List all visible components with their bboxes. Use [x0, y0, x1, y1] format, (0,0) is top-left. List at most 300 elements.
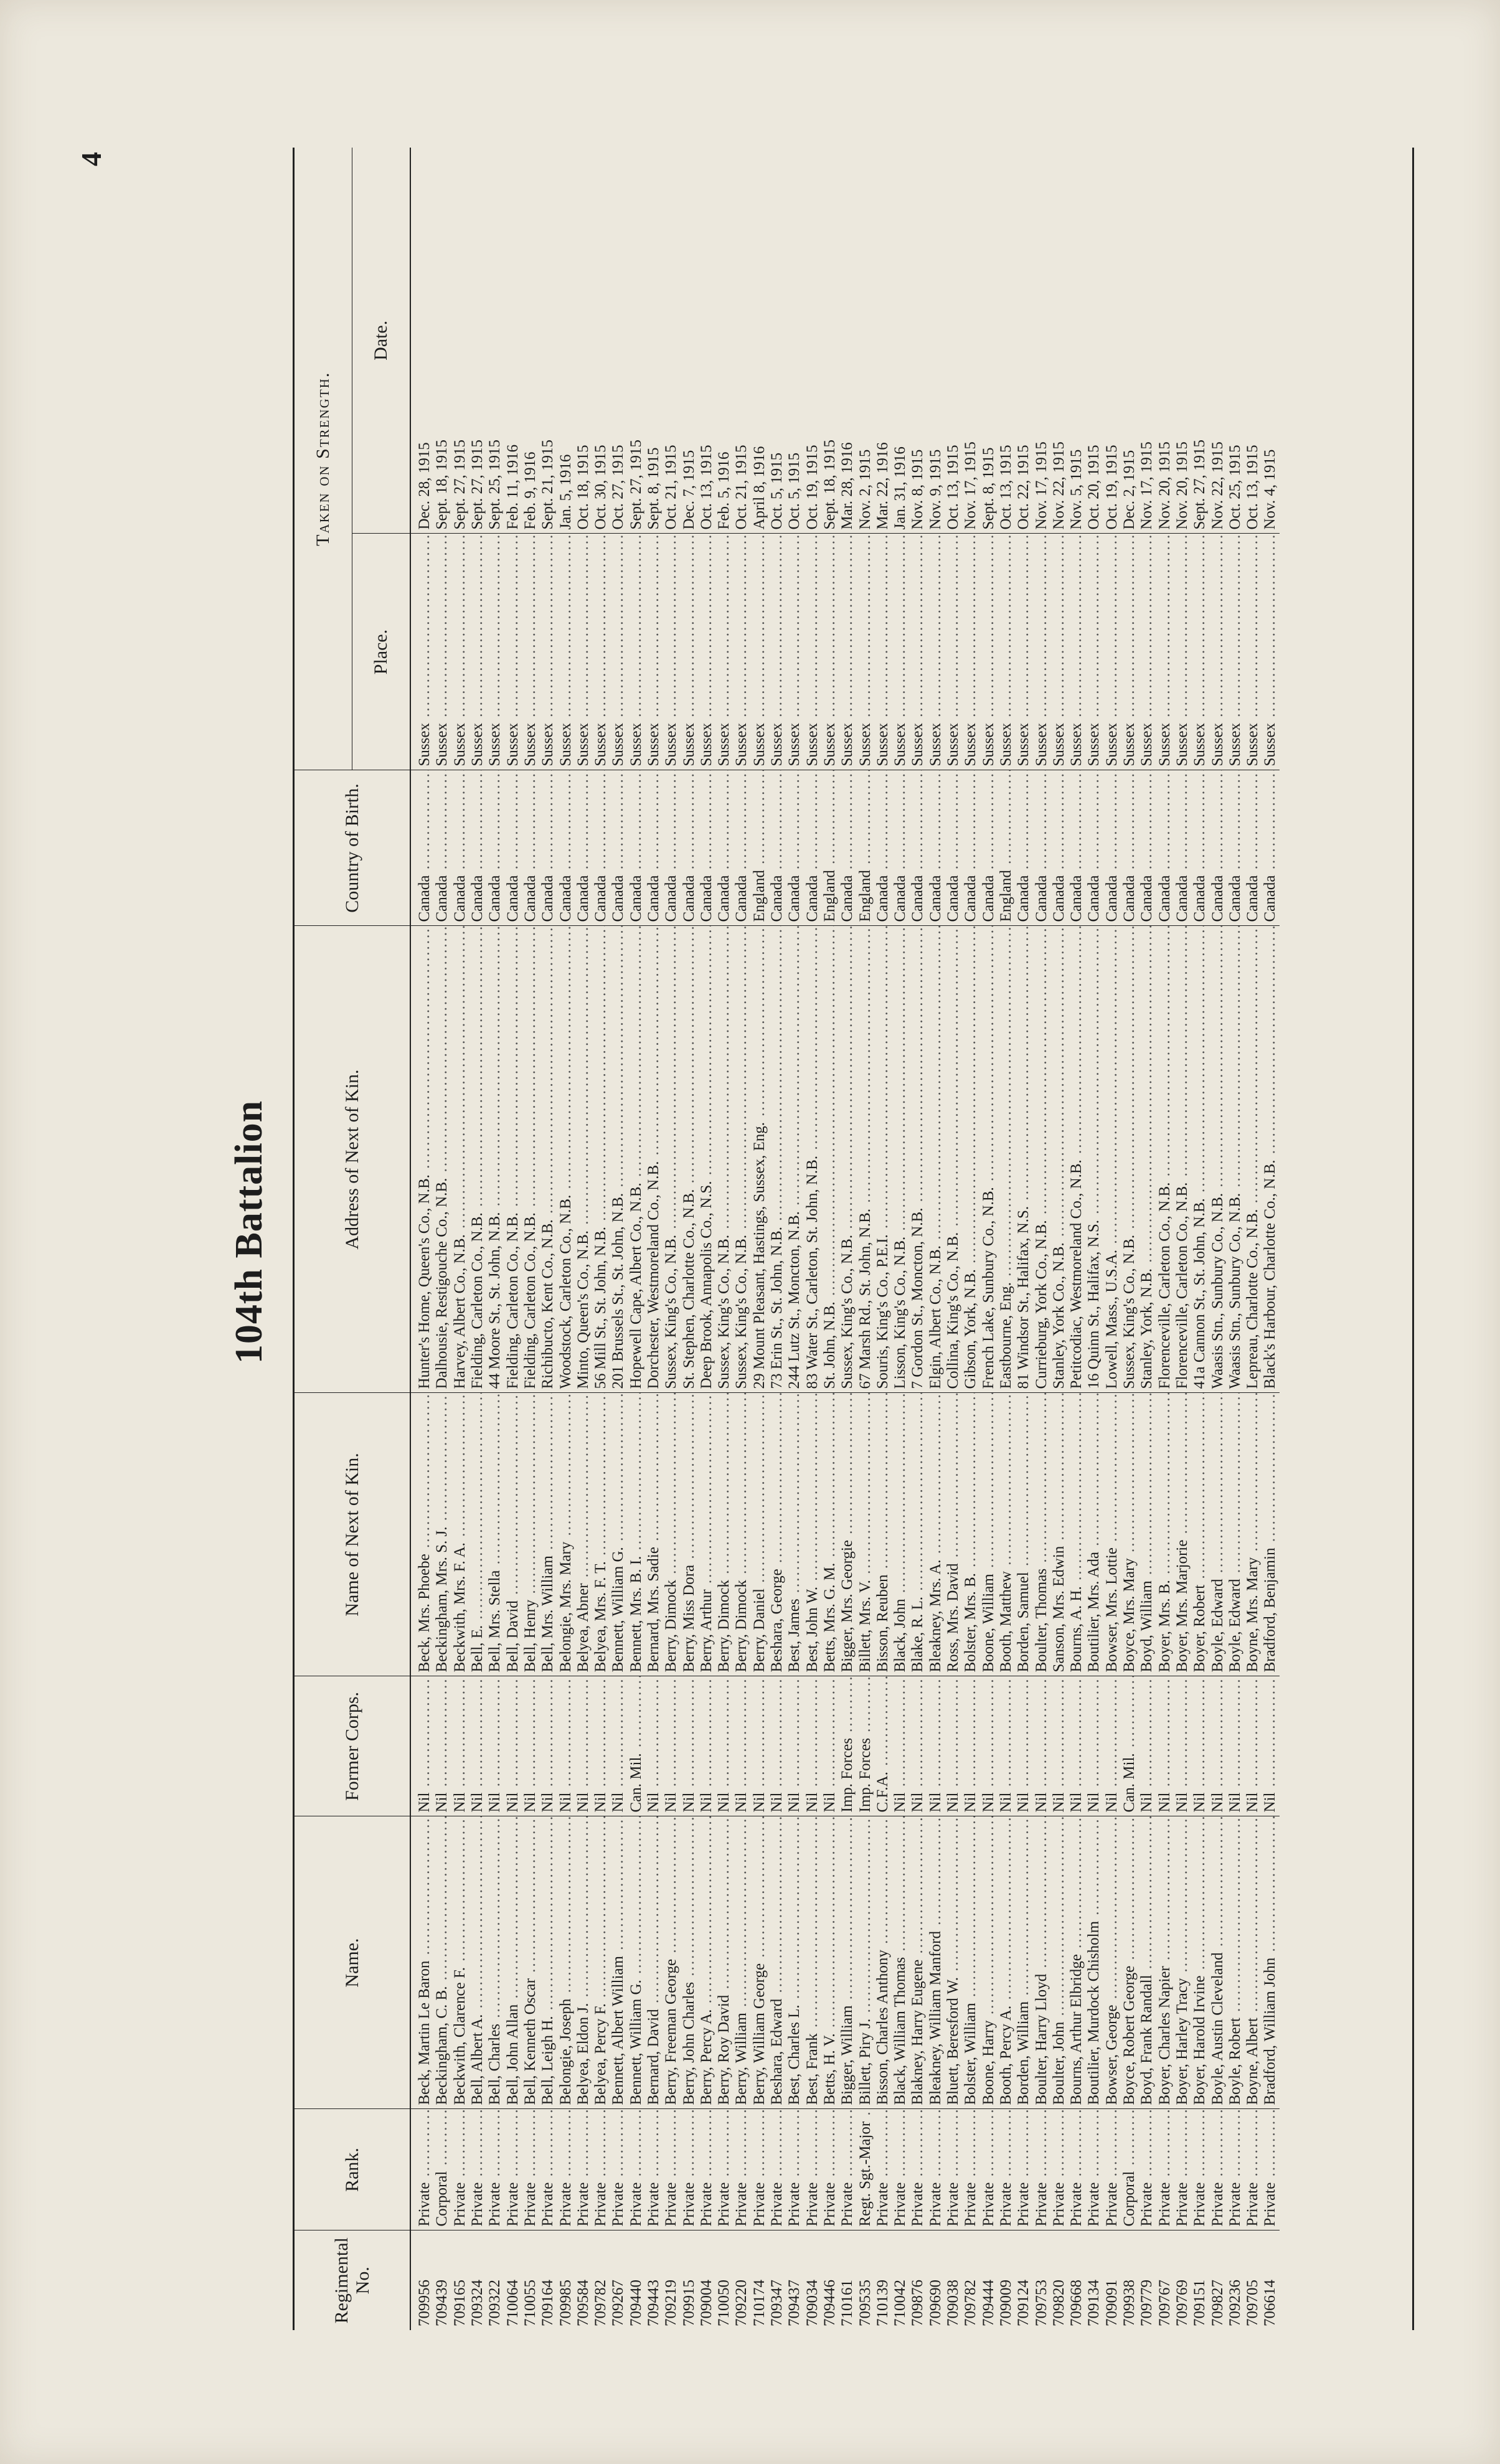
cell-place: Sussex .....: [751, 534, 768, 770]
cell-kin-name: Blake, R. L. .....: [909, 1393, 927, 1676]
cell-date: Nov. 22, 1915: [1209, 441, 1226, 530]
cell-name: Boyer, Harley Tracy .....: [1174, 1816, 1191, 2109]
cell-country: Canada .....: [1015, 770, 1032, 926]
cell-regimental-no: 709769: [1174, 2230, 1191, 2330]
cell-country: Canada .....: [1209, 770, 1226, 926]
cell-regimental-no: 709876: [909, 2230, 927, 2330]
cell-date: Mar. 28, 1916: [839, 442, 856, 530]
cell-place: Sussex .....: [892, 534, 909, 770]
cell-rank: Private .....: [909, 2109, 927, 2230]
cell-rank: Private .....: [1209, 2109, 1226, 2230]
cell-regimental-no: 709915: [680, 2230, 697, 2330]
cell-place: Sussex .....: [1050, 534, 1068, 770]
cell-place: Sussex .....: [1227, 534, 1244, 770]
cell-name: Bolster, William .....: [962, 1816, 979, 2109]
table-row: [821, 148, 839, 2330]
cell-place: Sussex .....: [856, 534, 874, 770]
cell-kin-name: Boyle, Edward .....: [1209, 1393, 1226, 1676]
cell-rank: Corporal .....: [433, 2109, 451, 2230]
cell-place: Sussex .....: [698, 534, 715, 770]
cell-rank: Private .....: [1244, 2109, 1262, 2230]
header-place: Place.: [352, 534, 411, 770]
cell-kin-name: Boutilier, Mrs. Ada .....: [1085, 1393, 1103, 1676]
cell-kin-name: Berry, Dimock .....: [715, 1393, 733, 1676]
cell-place: Sussex .....: [874, 534, 892, 770]
cell-regimental-no: 706614: [1262, 2230, 1279, 2330]
cell-former-corps: Nil .....: [557, 1676, 574, 1816]
cell-name: Boutilier, Murdock Chisholm .....: [1085, 1816, 1103, 2109]
cell-place: Sussex .....: [433, 534, 451, 770]
cell-kin-address: Harvey, Albert Co., N.B. .....: [451, 926, 469, 1393]
cell-rank: Private .....: [1227, 2109, 1244, 2230]
cell-name: Boyce, Robert George .....: [1121, 1816, 1138, 2109]
cell-place: Sussex .....: [504, 534, 521, 770]
cell-date: Nov. 17, 1915: [1032, 441, 1050, 530]
cell-kin-name: Bisson, Reuben .....: [874, 1393, 892, 1676]
cell-date: Nov. 20, 1915: [1156, 441, 1173, 530]
cell-regimental-no: 709091: [1103, 2230, 1121, 2330]
cell-regimental-no: 709779: [1138, 2230, 1156, 2330]
cell-regimental-no: 709584: [575, 2230, 592, 2330]
cell-place: Sussex .....: [469, 534, 486, 770]
cell-regimental-no: 709705: [1244, 2230, 1262, 2330]
cell-kin-address: Lowell, Mass., U.S.A. .....: [1103, 926, 1121, 1393]
cell-kin-address: Richibucto, Kent Co., N.B. .....: [539, 926, 557, 1393]
cell-name: Boulter, John .....: [1050, 1816, 1068, 2109]
cell-date: Sept. 8, 1915: [979, 447, 997, 530]
table-row: [469, 148, 486, 2330]
table-row: [451, 148, 469, 2330]
cell-rank: Private .....: [1191, 2109, 1209, 2230]
cell-country: Canada .....: [628, 770, 645, 926]
table-row: [751, 148, 768, 2330]
cell-name: Berry, John Charles .....: [680, 1816, 697, 2109]
cell-kin-name: Beck, Mrs. Phoebe .....: [410, 1393, 433, 1676]
cell-regimental-no: 709124: [1015, 2230, 1032, 2330]
cell-country: Canada .....: [1244, 770, 1262, 926]
cell-kin-name: Sanson, Mrs. Edwin .....: [1050, 1393, 1068, 1676]
cell-regimental-no: 709444: [980, 2230, 998, 2330]
cell-kin-name: Bell, David .....: [504, 1393, 521, 1676]
cell-regimental-no: 709956: [410, 2230, 433, 2330]
cell-date: Jan. 5, 1916: [557, 454, 574, 530]
cell-kin-address: Collina, King's Co., N.B. .....: [945, 926, 962, 1393]
cell-kin-name: Billett, Mrs. V. .....: [856, 1393, 874, 1676]
cell-name: Boone, Harry .....: [980, 1816, 998, 2109]
cell-kin-address: Eastbourne, Eng. .....: [998, 926, 1015, 1393]
cell-kin-name: Bennett, Mrs. B. I. .....: [628, 1393, 645, 1676]
cell-kin-name: Booth, Matthew .....: [998, 1393, 1015, 1676]
cell-country: Canada .....: [1262, 770, 1279, 926]
cell-kin-name: Best, James .....: [786, 1393, 803, 1676]
cell-kin-address: Souris, King's Co., P.E.I. .....: [874, 926, 892, 1393]
cell-place: Sussex .....: [1121, 534, 1138, 770]
cell-name: Berry, William .....: [733, 1816, 750, 2109]
cell-name: Bell, Kenneth Oscar .....: [522, 1816, 539, 2109]
cell-kin-name: Beckingham, Mrs. S. J. .....: [433, 1393, 451, 1676]
cell-place: Sussex .....: [927, 534, 945, 770]
cell-kin-name: Bell, Mrs. William .....: [539, 1393, 557, 1676]
cell-place: Sussex .....: [1068, 534, 1085, 770]
cell-kin-name: Boulter, Thomas .....: [1032, 1393, 1050, 1676]
cell-kin-address: Black's Harbour, Charlotte Co., N.B. .....: [1262, 926, 1279, 1393]
cell-date: Oct. 13, 1915: [945, 445, 962, 530]
cell-name: Bennett, Albert William .....: [610, 1816, 627, 2109]
cell-kin-name: Boyle, Edward .....: [1227, 1393, 1244, 1676]
table-row: [768, 148, 786, 2330]
table-row: [892, 148, 909, 2330]
cell-rank: Private .....: [1068, 2109, 1085, 2230]
cell-name: Boulter, Harry Lloyd .....: [1032, 1816, 1050, 2109]
cell-date: Dec. 7, 1915: [680, 450, 697, 530]
cell-rank: Private .....: [469, 2109, 486, 2230]
cell-kin-address: Stanley, York, N.B. .....: [1138, 926, 1156, 1393]
cell-date: Oct. 21, 1915: [663, 445, 680, 530]
cell-kin-address: Sussex, King's Co., N.B. .....: [1121, 926, 1138, 1393]
cell-rank: Private .....: [839, 2109, 856, 2230]
cell-regimental-no: 709985: [557, 2230, 574, 2330]
page-title: 104th Battalion: [228, 1100, 270, 1364]
cell-kin-name: Bell, Mrs. Stella .....: [486, 1393, 504, 1676]
cell-date: April 8, 1916: [750, 446, 768, 530]
cell-rank: Private .....: [610, 2109, 627, 2230]
cell-rank: Private .....: [680, 2109, 697, 2230]
cell-place: Sussex .....: [486, 534, 504, 770]
cell-date: Oct. 21, 1915: [733, 445, 750, 530]
cell-former-corps: Nil .....: [1085, 1676, 1103, 1816]
cell-kin-name: Boone, William .....: [980, 1393, 998, 1676]
header-regimental-no: Regimental No.: [295, 2230, 410, 2330]
cell-date: Oct. 18, 1915: [574, 445, 592, 530]
cell-country: Canada .....: [610, 770, 627, 926]
cell-kin-address: Dalhousie, Restigouche Co., N.B. .....: [433, 926, 451, 1393]
cell-date: Sept. 27, 1915: [469, 440, 486, 530]
cell-country: Canada .....: [680, 770, 697, 926]
cell-rank: Private .....: [927, 2109, 945, 2230]
table-row: [410, 148, 433, 2330]
table-row: [1103, 148, 1121, 2330]
table-row: [557, 148, 574, 2330]
table-row: [539, 148, 557, 2330]
cell-country: Canada .....: [1032, 770, 1050, 926]
cell-rank: Private .....: [804, 2109, 821, 2230]
cell-date: Sept. 27, 1915: [1191, 440, 1209, 530]
cell-place: Sussex .....: [628, 534, 645, 770]
cell-country: Canada .....: [839, 770, 856, 926]
cell-kin-address: 81 Windsor St., Halifax, N.S. .....: [1015, 926, 1032, 1393]
cell-place: Sussex .....: [786, 534, 803, 770]
cell-place: Sussex .....: [909, 534, 927, 770]
cell-former-corps: Nil .....: [1068, 1676, 1085, 1816]
cell-date: Dec. 2, 1915: [1121, 450, 1138, 530]
cell-former-corps: Nil .....: [663, 1676, 680, 1816]
cell-kin-name: Berry, Daniel .....: [751, 1393, 768, 1676]
table-row: [945, 148, 962, 2330]
cell-country: Canada .....: [715, 770, 733, 926]
cell-place: Sussex .....: [645, 534, 663, 770]
cell-place: Sussex .....: [539, 534, 557, 770]
cell-kin-name: Ross, Mrs. David .....: [945, 1393, 962, 1676]
cell-former-corps: Nil .....: [645, 1676, 663, 1816]
cell-kin-name: Boyer, Mrs. Marjorie .....: [1174, 1393, 1191, 1676]
cell-rank: Private .....: [821, 2109, 839, 2230]
table-row: [1174, 148, 1191, 2330]
cell-name: Berry, William George .....: [751, 1816, 768, 2109]
cell-place: Sussex .....: [663, 534, 680, 770]
cell-rank: Private .....: [998, 2109, 1015, 2230]
cell-name: Bigger, William .....: [839, 1816, 856, 2109]
cell-country: England .....: [821, 770, 839, 926]
cell-former-corps: Nil .....: [575, 1676, 592, 1816]
cell-place: Sussex .....: [1156, 534, 1173, 770]
table-row: [1068, 148, 1085, 2330]
cell-kin-address: 44 Moore St., St. John, N.B. .....: [486, 926, 504, 1393]
cell-former-corps: Nil .....: [1244, 1676, 1262, 1816]
cell-country: Canada .....: [892, 770, 909, 926]
cell-kin-address: Sussex, King's Co., N.B. .....: [733, 926, 750, 1393]
cell-kin-name: Black, John .....: [892, 1393, 909, 1676]
cell-regimental-no: 709220: [733, 2230, 750, 2330]
cell-former-corps: Nil .....: [539, 1676, 557, 1816]
header-date: Date.: [352, 148, 411, 534]
cell-name: Boyne, Albert .....: [1244, 1816, 1262, 2109]
cell-date: Feb. 9, 1916: [521, 451, 539, 530]
cell-kin-address: Fielding, Carleton Co., N.B. .....: [469, 926, 486, 1393]
cell-former-corps: Nil .....: [1032, 1676, 1050, 1816]
cell-regimental-no: 709219: [663, 2230, 680, 2330]
cell-country: Canada .....: [874, 770, 892, 926]
cell-former-corps: Nil .....: [469, 1676, 486, 1816]
cell-rank: Private .....: [945, 2109, 962, 2230]
cell-country: Canada .....: [1103, 770, 1121, 926]
cell-place: Sussex .....: [1174, 534, 1191, 770]
cell-kin-address: 73 Erin St., St. John, N.B. .....: [768, 926, 786, 1393]
table-row: [804, 148, 821, 2330]
cell-kin-name: Beckwith, Mrs. F. A. .....: [451, 1393, 469, 1676]
cell-place: Sussex .....: [575, 534, 592, 770]
cell-former-corps: Nil .....: [486, 1676, 504, 1816]
cell-former-corps: Nil .....: [1191, 1676, 1209, 1816]
cell-kin-address: Lepreau, Charlotte Co., N.B. .....: [1244, 926, 1262, 1393]
cell-country: Canada .....: [504, 770, 521, 926]
cell-name: Boyer, Harold Irvine .....: [1191, 1816, 1209, 2109]
cell-regimental-no: 709440: [628, 2230, 645, 2330]
cell-country: Canada .....: [1174, 770, 1191, 926]
cell-rank: Private .....: [1085, 2109, 1103, 2230]
cell-rank: Private .....: [751, 2109, 768, 2230]
cell-regimental-no: 709753: [1032, 2230, 1050, 2330]
cell-kin-name: Belyea, Mrs. F. T. .....: [592, 1393, 610, 1676]
cell-name: Black, William Thomas .....: [892, 1816, 909, 2109]
cell-kin-address: 29 Mount Pleasant, Hastings, Sussex, Eng. .....: [751, 926, 768, 1393]
cell-place: Sussex .....: [680, 534, 697, 770]
cell-kin-address: French Lake, Sunbury Co., N.B. .....: [980, 926, 998, 1393]
cell-date: Oct. 22, 1915: [1015, 445, 1032, 530]
cell-place: Sussex .....: [733, 534, 750, 770]
cell-date: Nov. 2, 1915: [856, 449, 874, 530]
cell-name: Boyer, Charles Napier .....: [1156, 1816, 1173, 2109]
cell-kin-address: Sussex, King's Co., N.B. .....: [839, 926, 856, 1393]
cell-place: Sussex .....: [945, 534, 962, 770]
cell-rank: Private .....: [504, 2109, 521, 2230]
cell-name: Berry, Percy A. .....: [698, 1816, 715, 2109]
cell-kin-name: Berry, Dimock .....: [663, 1393, 680, 1676]
table-row: [786, 148, 803, 2330]
cell-country: Canada .....: [539, 770, 557, 926]
cell-place: Sussex .....: [1262, 534, 1279, 770]
cell-country: Canada .....: [945, 770, 962, 926]
cell-date: Nov. 20, 1915: [1173, 441, 1191, 530]
cell-kin-address: Woodstock, Carleton Co., N.B. .....: [557, 926, 574, 1393]
cell-kin-name: Boyce, Mrs. Mary .....: [1121, 1393, 1138, 1676]
cell-kin-address: Dorchester, Westmoreland Co., N.B. .....: [645, 926, 663, 1393]
cell-regimental-no: 709690: [927, 2230, 945, 2330]
cell-date: Feb. 11, 1916: [504, 444, 521, 530]
cell-name: Boyle, Robert .....: [1227, 1816, 1244, 2109]
cell-country: Canada .....: [804, 770, 821, 926]
cell-rank: Private .....: [557, 2109, 574, 2230]
cell-country: Canada .....: [451, 770, 469, 926]
cell-rank: Private .....: [1015, 2109, 1032, 2230]
cell-kin-address: Fielding, Carleton Co., N.B. .....: [522, 926, 539, 1393]
cell-date: Nov. 17, 1915: [1138, 441, 1156, 530]
table-row: [927, 148, 945, 2330]
cell-former-corps: Can. Mil. .....: [628, 1676, 645, 1816]
header-name: Name.: [295, 1816, 410, 2109]
cell-name: Booth, Percy A. .....: [998, 1816, 1015, 2109]
cell-former-corps: Nil .....: [945, 1676, 962, 1816]
cell-place: Sussex .....: [1209, 534, 1226, 770]
table-row: [1050, 148, 1068, 2330]
cell-regimental-no: 709134: [1085, 2230, 1103, 2330]
table-row: [628, 148, 645, 2330]
cell-kin-name: Boyer, Robert .....: [1191, 1393, 1209, 1676]
cell-regimental-no: 709535: [856, 2230, 874, 2330]
nominal-roll-table: [293, 148, 1414, 2330]
cell-name: Bennett, William G. .....: [628, 1816, 645, 2109]
cell-kin-address: Florenceville, Carleton Co., N.B. .....: [1156, 926, 1173, 1393]
table-row: [680, 148, 697, 2330]
cell-place: Sussex .....: [557, 534, 574, 770]
table-row: [715, 148, 733, 2330]
cell-kin-address: Elgin, Albert Co., N.B. .....: [927, 926, 945, 1393]
table-row: [733, 148, 750, 2330]
header-former-corps: Former Corps.: [295, 1676, 410, 1816]
cell-rank: Private .....: [768, 2109, 786, 2230]
cell-kin-address: 244 Lutz St., Moncton, N.B. .....: [786, 926, 803, 1393]
cell-country: Canada .....: [1227, 770, 1244, 926]
cell-rank: Private .....: [1262, 2109, 1279, 2230]
cell-former-corps: Nil .....: [592, 1676, 610, 1816]
cell-kin-address: Stanley, York Co., N.B. .....: [1050, 926, 1068, 1393]
cell-name: Bradford, William John .....: [1262, 1816, 1279, 2109]
cell-regimental-no: 709782: [962, 2230, 979, 2330]
cell-rank: Private .....: [1156, 2109, 1173, 2230]
cell-former-corps: Nil .....: [1227, 1676, 1244, 1816]
cell-kin-name: Bell, E. .....: [469, 1393, 486, 1676]
cell-country: Canada .....: [962, 770, 979, 926]
cell-date: Oct. 19, 1915: [803, 445, 821, 530]
cell-date: Nov. 9, 1915: [927, 449, 944, 530]
cell-date: Oct. 25, 1915: [1226, 445, 1243, 530]
cell-rank: Private .....: [874, 2109, 892, 2230]
cell-kin-address: Lisson, King's Co., N.B. .....: [892, 926, 909, 1393]
cell-former-corps: Nil .....: [698, 1676, 715, 1816]
cell-regimental-no: 709165: [451, 2230, 469, 2330]
cell-place: Sussex .....: [1103, 534, 1121, 770]
cell-former-corps: Nil .....: [610, 1676, 627, 1816]
cell-place: Sussex .....: [410, 534, 433, 770]
cell-kin-address: 83 Water St., Carleton, St. John, N.B. .....: [804, 926, 821, 1393]
cell-rank: Private .....: [1050, 2109, 1068, 2230]
cell-rank: Private .....: [980, 2109, 998, 2230]
cell-regimental-no: 710161: [839, 2230, 856, 2330]
cell-former-corps: Nil .....: [751, 1676, 768, 1816]
cell-name: Boyd, Frank Randall .....: [1138, 1816, 1156, 2109]
cell-kin-name: Berry, Miss Dora .....: [680, 1393, 697, 1676]
cell-former-corps: Nil .....: [1156, 1676, 1173, 1816]
cell-rank: Private .....: [892, 2109, 909, 2230]
cell-country: England .....: [998, 770, 1015, 926]
table-row: [980, 148, 998, 2330]
cell-rank: Private .....: [539, 2109, 557, 2230]
cell-place: Sussex .....: [610, 534, 627, 770]
table-row: [592, 148, 610, 2330]
cell-former-corps: Nil .....: [733, 1676, 750, 1816]
cell-name: Belyea, Eldon J. .....: [575, 1816, 592, 2109]
header-taken-on-strength: Taken on Strength.: [295, 148, 352, 770]
cell-former-corps: Nil .....: [786, 1676, 803, 1816]
cell-former-corps: Nil .....: [410, 1676, 433, 1816]
cell-kin-address: St. John, N.B. .....: [821, 926, 839, 1393]
cell-kin-address: Deep Brook, Annapolis Co., N.S. .....: [698, 926, 715, 1393]
table-row: [1227, 148, 1244, 2330]
table-row: [1015, 148, 1032, 2330]
table-row: [909, 148, 927, 2330]
cell-place: Sussex .....: [592, 534, 610, 770]
cell-place: Sussex .....: [1138, 534, 1156, 770]
cell-name: Boyle, Austin Cleveland .....: [1209, 1816, 1226, 2109]
cell-regimental-no: 709827: [1209, 2230, 1226, 2330]
cell-kin-name: Bowser, Mrs. Lottie .....: [1103, 1393, 1121, 1676]
cell-former-corps: Imp. Forces .....: [856, 1676, 874, 1816]
cell-former-corps: Nil .....: [715, 1676, 733, 1816]
cell-name: Beck, Martin Le Baron .....: [410, 1816, 433, 2109]
cell-former-corps: Nil .....: [451, 1676, 469, 1816]
cell-former-corps: Nil .....: [1138, 1676, 1156, 1816]
cell-name: Bleakney, William Manford .....: [927, 1816, 945, 2109]
cell-place: Sussex .....: [1191, 534, 1209, 770]
cell-name: Bowser, George .....: [1103, 1816, 1121, 2109]
cell-date: Nov. 5, 1915: [1068, 449, 1085, 530]
cell-former-corps: Nil .....: [1103, 1676, 1121, 1816]
cell-date: Sept. 27, 1915: [451, 440, 468, 530]
cell-regimental-no: 709439: [433, 2230, 451, 2330]
header-rank: Rank.: [295, 2109, 410, 2230]
cell-name: Bell, Albert A. .....: [469, 1816, 486, 2109]
cell-former-corps: C.F.A. .....: [874, 1676, 892, 1816]
cell-rank: Private .....: [410, 2109, 433, 2230]
cell-regimental-no: 709347: [768, 2230, 786, 2330]
cell-date: Sept. 8, 1915: [645, 447, 662, 530]
cell-regimental-no: 709437: [786, 2230, 803, 2330]
cell-name: Borden, William .....: [1015, 1816, 1032, 2109]
cell-name: Bell, Charles .....: [486, 1816, 504, 2109]
cell-kin-name: Bradford, Benjamin .....: [1262, 1393, 1279, 1676]
table-row: [486, 148, 504, 2330]
header-kin-name: Name of Next of Kin.: [295, 1393, 410, 1676]
cell-place: Sussex .....: [1244, 534, 1262, 770]
